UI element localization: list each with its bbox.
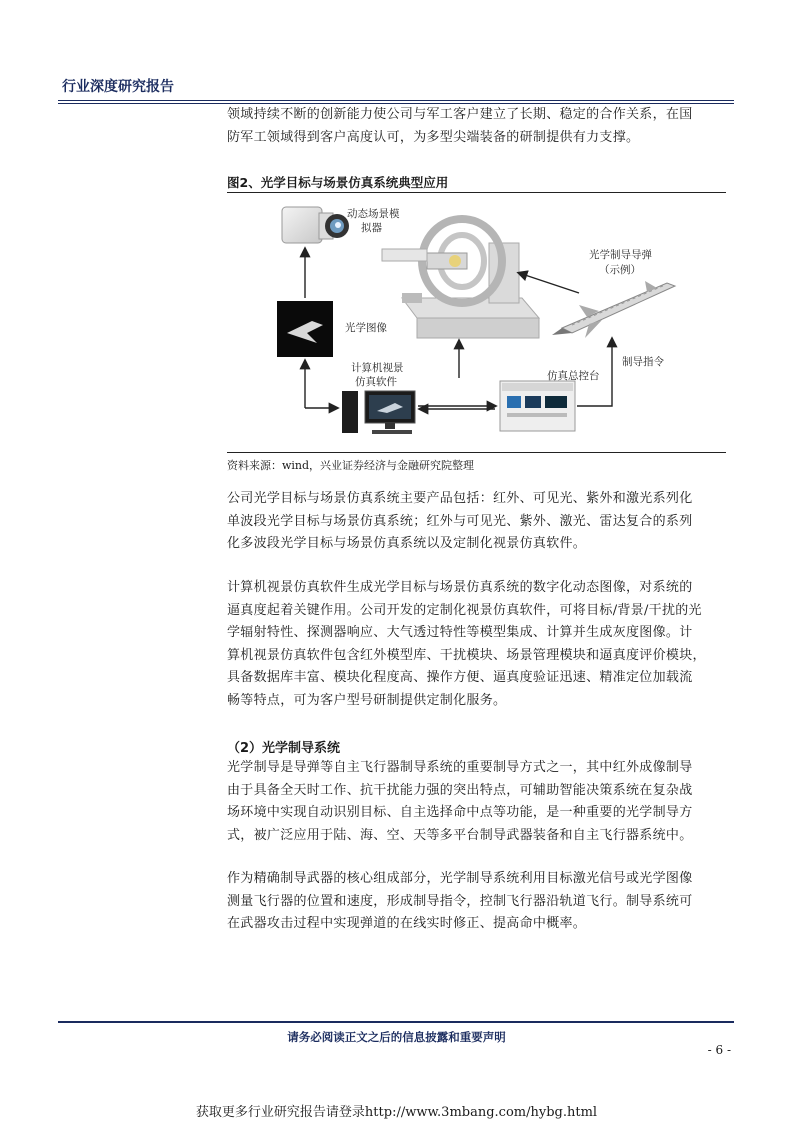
label-guidance-command: 制导指令 xyxy=(622,356,664,368)
label-missile: 光学制导导弹 xyxy=(589,249,652,261)
report-header-title: 行业深度研究报告 xyxy=(62,79,174,95)
text-line: 测量飞行器的位置和速度，形成制导指令，控制飞行器沿轨道飞行。制导系统可 xyxy=(227,893,693,909)
text-line: 作为精确制导武器的核心组成部分，光学制导系统利用目标激光信号或光学图像 xyxy=(227,871,693,886)
paragraph-guidance-system xyxy=(227,868,727,936)
text-line: 光学制导是导弹等自主飞行器制导系统的重要制导方式之一，其中红外成像制导 xyxy=(227,760,693,775)
console-icon xyxy=(500,381,575,431)
text-line: 公司光学目标与场景仿真系统主要产品包括：红外、可见光、紫外和激光系列化 xyxy=(227,491,693,506)
intro-paragraph xyxy=(227,104,727,149)
label-computer-software-2: 仿真软件 xyxy=(355,376,397,388)
text-line: 计算机视景仿真软件生成光学目标与场景仿真系统的数字化动态图像，对系统的 xyxy=(227,580,693,595)
paragraph-optical-guidance xyxy=(227,757,727,847)
text-line: 逼真度起着关键作用。公司开发的定制化视景仿真软件，可将目标/背景/干扰的光 xyxy=(227,602,702,618)
camera-projector-icon xyxy=(282,207,349,243)
computer-icon xyxy=(342,391,415,434)
text-line: 场环境中实现自动识别目标、自主选择命中点等功能，是一种重要的光学制导方 xyxy=(227,805,693,820)
disclaimer-note: 请务必阅读正文之后的信息披露和重要声明 xyxy=(287,1030,506,1044)
text-line: 单波段光学目标与场景仿真系统；红外与可见光、紫外、激光、雷达复合的系列 xyxy=(227,513,693,529)
figure-diagram xyxy=(227,193,726,452)
page-number: - 6 - xyxy=(707,1043,731,1057)
text-line: 在武器攻击过程中实现弹道的在线实时修正、提高命中概率。 xyxy=(227,916,587,931)
text-line: 防军工领域得到客户高度认可，为多型尖端装备的研制提供有力支撑。 xyxy=(227,129,640,145)
text-line: 算机视景仿真软件包含红外模型库、干扰模块、场景管理模块和逼真度评价模块， xyxy=(227,647,706,663)
section-heading: （2）光学制导系统 xyxy=(227,741,341,756)
label-dynamic-sim-2: 拟器 xyxy=(361,222,382,234)
text-line: 学辐射特性、探测器响应、大气透过特性等模型集成、计算并生成灰度图像。计 xyxy=(227,625,693,640)
gimbal-simulator-icon xyxy=(382,219,539,338)
label-optical-image: 光学图像 xyxy=(345,322,387,334)
figure-source: 资料来源：wind，兴业证券经济与金融研究院整理 xyxy=(227,459,475,472)
footer-divider xyxy=(58,1021,734,1023)
text-line: 由于具备全天时工作、抗干扰能力强的突出特点，可辅助智能决策系统在复杂战 xyxy=(227,782,693,798)
label-dynamic-sim: 动态场景模 xyxy=(347,208,400,220)
figure-bottom-rule xyxy=(227,452,726,453)
text-line: 畅等特点，可为客户型号研制提供定制化服务。 xyxy=(227,692,507,708)
paragraph-software xyxy=(227,577,727,712)
header-divider xyxy=(58,100,734,101)
figure-title: 图2、光学目标与场景仿真系统典型应用 xyxy=(227,175,449,190)
text-line: 具备数据库丰富、模块化程度高、操作方便、逼真度验证迅速、精准定位加载流 xyxy=(227,670,693,685)
label-computer-software: 计算机视景 xyxy=(351,362,404,374)
label-missile-example: （示例） xyxy=(599,264,641,276)
text-line: 式，被广泛应用于陆、海、空、天等多平台制导武器装备和自主飞行器系统中。 xyxy=(227,827,693,843)
paragraph-products xyxy=(227,488,727,556)
optical-image-thumbnail xyxy=(277,301,333,357)
download-link-text[interactable]: 获取更多行业研究报告请登录http://www.3mbang.com/hybg.html xyxy=(195,1105,598,1120)
text-line: 化多波段光学目标与场景仿真系统以及定制化视景仿真软件。 xyxy=(227,536,587,551)
text-line: 领域持续不断的创新能力使公司与军工客户建立了长期、稳定的合作关系，在国 xyxy=(227,107,693,122)
label-console: 仿真总控台 xyxy=(547,370,600,382)
